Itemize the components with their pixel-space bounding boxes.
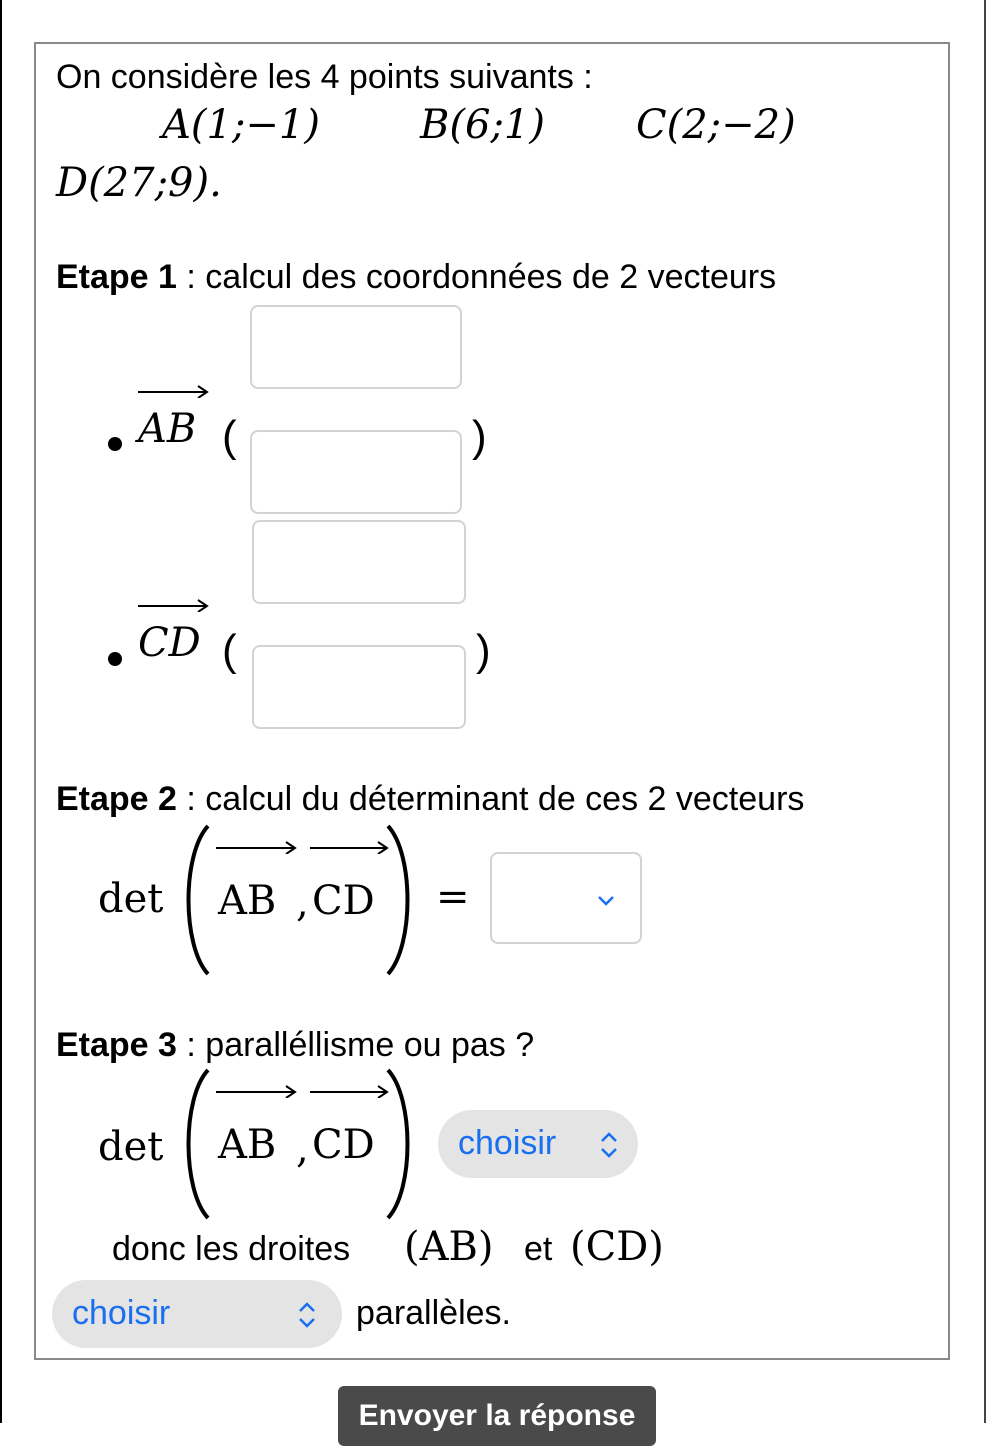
step3-label: Etape 3 bbox=[56, 1026, 177, 1064]
det-vector-ab-label: AB bbox=[218, 878, 277, 924]
vector-ab-label: AB bbox=[138, 406, 197, 452]
line-ab: (AB) bbox=[404, 1224, 494, 1270]
bullet-icon bbox=[108, 437, 122, 451]
point-d: D(27;9). bbox=[56, 160, 222, 206]
ab-x-input[interactable] bbox=[250, 305, 462, 389]
vector-arrow-icon bbox=[308, 1084, 390, 1098]
det-vector-cd-label: CD bbox=[312, 878, 375, 924]
comma: , bbox=[296, 880, 309, 926]
right-big-paren bbox=[384, 1068, 420, 1220]
det-label: det bbox=[98, 1124, 164, 1170]
det-vector-cd-label: CD bbox=[312, 1122, 375, 1168]
parallel-choice-select[interactable] bbox=[52, 1280, 342, 1348]
open-paren: ( bbox=[222, 412, 237, 461]
ab-y-input[interactable] bbox=[250, 430, 462, 514]
det-vector-ab bbox=[214, 840, 298, 924]
comma: , bbox=[296, 1126, 309, 1172]
cd-x-input[interactable] bbox=[252, 520, 466, 604]
determinant-input[interactable] bbox=[490, 852, 642, 944]
det-vector-ab-label: AB bbox=[218, 1122, 277, 1168]
updown-chevron-icon bbox=[296, 1300, 318, 1330]
det-label: det bbox=[98, 876, 164, 922]
point-c: C(2;−2) bbox=[636, 102, 796, 148]
vector-cd bbox=[136, 598, 210, 678]
step2-label: Etape 2 bbox=[56, 780, 177, 818]
select-value: choisir bbox=[72, 1294, 171, 1332]
step1-label: Etape 1 bbox=[56, 258, 177, 296]
left-big-paren bbox=[176, 824, 212, 976]
vector-cd-label: CD bbox=[138, 620, 201, 666]
step2-text: : calcul du déterminant de ces 2 vecteurs bbox=[176, 780, 805, 818]
intro-text: On considère les 4 points suivants : bbox=[56, 58, 593, 96]
close-paren: ) bbox=[476, 626, 491, 675]
line-cd: (CD) bbox=[570, 1224, 664, 1270]
cd-y-input[interactable] bbox=[252, 645, 466, 729]
step3-text: : paralléllisme ou pas ? bbox=[176, 1026, 535, 1064]
right-big-paren bbox=[384, 824, 420, 976]
chevron-down-icon bbox=[596, 894, 616, 908]
updown-chevron-icon bbox=[598, 1130, 620, 1160]
det-vector-cd bbox=[308, 1084, 390, 1168]
right-frame-edge bbox=[984, 0, 986, 1423]
donc-text: donc les droites bbox=[112, 1230, 351, 1268]
determinant-comparison-select[interactable] bbox=[438, 1110, 638, 1178]
vector-arrow-icon bbox=[136, 598, 210, 612]
left-frame-edge bbox=[0, 0, 2, 1423]
vector-arrow-icon bbox=[214, 840, 298, 854]
select-value: choisir bbox=[458, 1124, 557, 1162]
vector-arrow-icon bbox=[136, 384, 210, 398]
vector-arrow-icon bbox=[308, 840, 390, 854]
det-vector-cd bbox=[308, 840, 390, 924]
point-a: A(1;−1) bbox=[162, 102, 320, 148]
step2-heading bbox=[56, 780, 804, 819]
vector-arrow-icon bbox=[214, 1084, 298, 1098]
et-text: et bbox=[524, 1230, 553, 1268]
det-vector-ab bbox=[214, 1084, 298, 1168]
submit-answer-button[interactable]: Envoyer la réponse bbox=[338, 1386, 656, 1446]
open-paren: ( bbox=[222, 626, 237, 675]
point-b: B(6;1) bbox=[420, 102, 545, 148]
close-paren: ) bbox=[472, 412, 487, 461]
step1-text: : calcul des coordonnées de 2 vecteurs bbox=[176, 258, 777, 296]
step3-heading bbox=[56, 1026, 534, 1065]
left-big-paren bbox=[176, 1068, 212, 1220]
step1-heading bbox=[56, 258, 776, 297]
vector-ab bbox=[136, 384, 210, 464]
bullet-icon bbox=[108, 652, 122, 666]
paralleles-text: parallèles. bbox=[356, 1294, 511, 1332]
equals-sign: = bbox=[436, 874, 470, 920]
